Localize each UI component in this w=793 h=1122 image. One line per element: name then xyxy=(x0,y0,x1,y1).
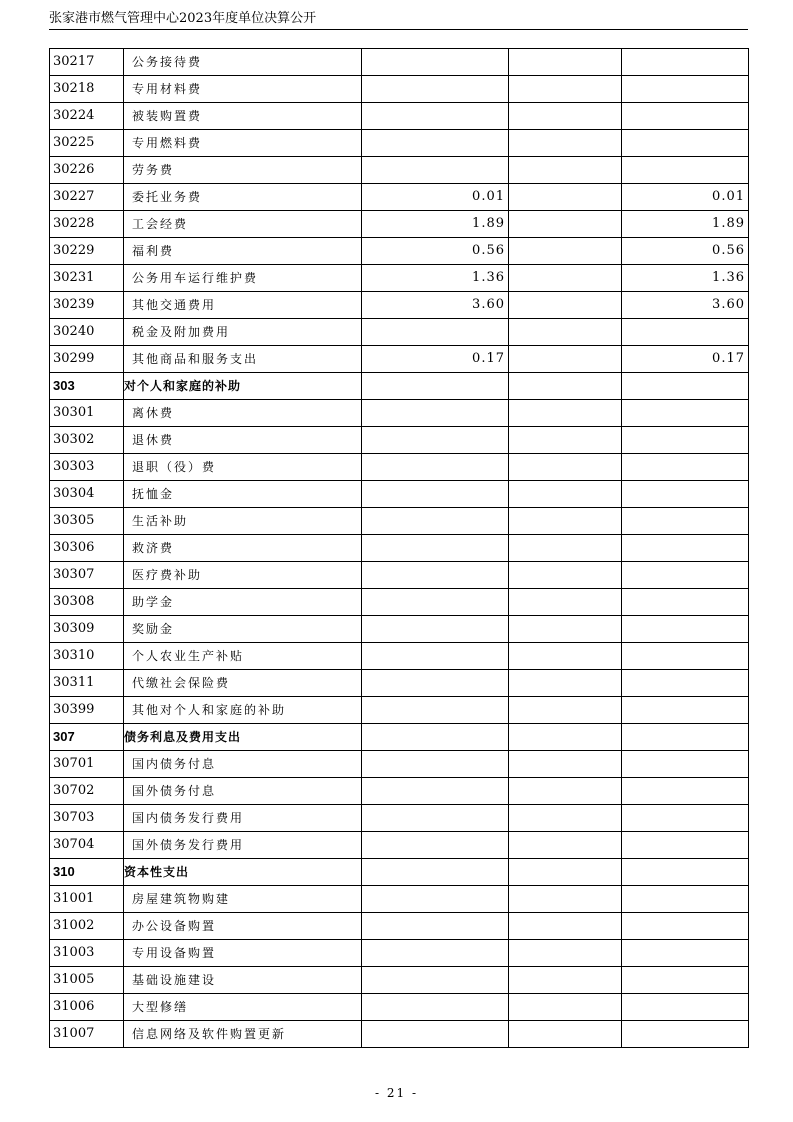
row-name: 国内债务发行费用 xyxy=(124,805,362,832)
row-name: 退职（役）费 xyxy=(124,454,362,481)
row-name: 公务用车运行维护费 xyxy=(124,265,362,292)
row-amount-3 xyxy=(622,400,749,427)
row-amount-1 xyxy=(362,157,509,184)
row-code: 30239 xyxy=(50,292,124,319)
row-code: 30240 xyxy=(50,319,124,346)
row-name: 办公设备购置 xyxy=(124,913,362,940)
row-name: 生活补助 xyxy=(124,508,362,535)
row-name: 劳务费 xyxy=(124,157,362,184)
row-amount-1 xyxy=(362,886,509,913)
table-row xyxy=(50,157,749,184)
table-row xyxy=(50,697,749,724)
row-name: 福利费 xyxy=(124,238,362,265)
row-name: 其他交通费用 xyxy=(124,292,362,319)
row-amount-3: 3.60 xyxy=(622,292,749,319)
row-name: 对个人和家庭的补助 xyxy=(124,373,362,400)
row-amount-2 xyxy=(509,508,622,535)
row-amount-2 xyxy=(509,832,622,859)
table-row xyxy=(50,211,749,238)
table-row xyxy=(50,670,749,697)
row-name: 退休费 xyxy=(124,427,362,454)
row-amount-1 xyxy=(362,400,509,427)
row-amount-3: 0.17 xyxy=(622,346,749,373)
table-row xyxy=(50,454,749,481)
row-code: 30225 xyxy=(50,130,124,157)
table-row xyxy=(50,913,749,940)
row-amount-2 xyxy=(509,157,622,184)
row-amount-2 xyxy=(509,859,622,886)
row-amount-3 xyxy=(622,481,749,508)
table-row xyxy=(50,184,749,211)
row-amount-3 xyxy=(622,373,749,400)
row-amount-3 xyxy=(622,508,749,535)
table-row xyxy=(50,481,749,508)
table-row xyxy=(50,832,749,859)
table-category-row xyxy=(50,724,749,751)
table-row xyxy=(50,805,749,832)
row-amount-2 xyxy=(509,886,622,913)
row-amount-3 xyxy=(622,643,749,670)
row-code: 307 xyxy=(50,724,124,751)
row-amount-3 xyxy=(622,940,749,967)
row-amount-1 xyxy=(362,508,509,535)
row-amount-2 xyxy=(509,967,622,994)
row-name: 税金及附加费用 xyxy=(124,319,362,346)
row-amount-2 xyxy=(509,940,622,967)
row-amount-2 xyxy=(509,535,622,562)
table-row xyxy=(50,751,749,778)
table-category-row xyxy=(50,373,749,400)
row-amount-3 xyxy=(622,319,749,346)
row-amount-2 xyxy=(509,562,622,589)
page-number: - 21 - xyxy=(374,1086,418,1100)
row-name: 抚恤金 xyxy=(124,481,362,508)
row-code: 31007 xyxy=(50,1021,124,1048)
row-amount-1: 0.01 xyxy=(362,184,509,211)
row-amount-1 xyxy=(362,967,509,994)
table-row xyxy=(50,49,749,76)
row-amount-2 xyxy=(509,292,622,319)
table-row xyxy=(50,508,749,535)
row-amount-3 xyxy=(622,535,749,562)
row-code: 30231 xyxy=(50,265,124,292)
row-name: 其他商品和服务支出 xyxy=(124,346,362,373)
table-row xyxy=(50,130,749,157)
table-row xyxy=(50,778,749,805)
row-name: 公务接待费 xyxy=(124,49,362,76)
row-amount-3 xyxy=(622,49,749,76)
table-row xyxy=(50,643,749,670)
row-amount-2 xyxy=(509,616,622,643)
row-amount-3: 1.89 xyxy=(622,211,749,238)
row-amount-2 xyxy=(509,76,622,103)
row-name: 房屋建筑物购建 xyxy=(124,886,362,913)
row-amount-1 xyxy=(362,535,509,562)
row-name: 基础设施建设 xyxy=(124,967,362,994)
row-code: 30218 xyxy=(50,76,124,103)
row-amount-1: 0.56 xyxy=(362,238,509,265)
row-amount-2 xyxy=(509,454,622,481)
row-code: 30226 xyxy=(50,157,124,184)
table-row xyxy=(50,616,749,643)
row-amount-1 xyxy=(362,751,509,778)
row-amount-1: 0.17 xyxy=(362,346,509,373)
row-name: 国外债务付息 xyxy=(124,778,362,805)
row-amount-3 xyxy=(622,859,749,886)
row-code: 30217 xyxy=(50,49,124,76)
row-amount-2 xyxy=(509,265,622,292)
row-code: 31005 xyxy=(50,967,124,994)
row-name: 专用材料费 xyxy=(124,76,362,103)
row-code: 303 xyxy=(50,373,124,400)
row-code: 30229 xyxy=(50,238,124,265)
row-name: 大型修缮 xyxy=(124,994,362,1021)
row-amount-2 xyxy=(509,211,622,238)
row-amount-2 xyxy=(509,346,622,373)
row-amount-3 xyxy=(622,670,749,697)
row-amount-2 xyxy=(509,1021,622,1048)
row-amount-1 xyxy=(362,778,509,805)
table-row xyxy=(50,940,749,967)
row-amount-3: 0.01 xyxy=(622,184,749,211)
row-code: 31006 xyxy=(50,994,124,1021)
row-amount-1 xyxy=(362,481,509,508)
row-name: 其他对个人和家庭的补助 xyxy=(124,697,362,724)
row-code: 30227 xyxy=(50,184,124,211)
row-name: 医疗费补助 xyxy=(124,562,362,589)
row-amount-3 xyxy=(622,994,749,1021)
row-code: 30305 xyxy=(50,508,124,535)
table-row xyxy=(50,292,749,319)
table-row xyxy=(50,1021,749,1048)
page-header: 张家港市燃气管理中心2023年度单位决算公开 xyxy=(49,8,748,30)
row-amount-3 xyxy=(622,454,749,481)
row-amount-1 xyxy=(362,373,509,400)
row-code: 30703 xyxy=(50,805,124,832)
row-code: 30224 xyxy=(50,103,124,130)
row-code: 30299 xyxy=(50,346,124,373)
row-code: 30308 xyxy=(50,589,124,616)
row-amount-3 xyxy=(622,589,749,616)
row-amount-1 xyxy=(362,454,509,481)
row-code: 30310 xyxy=(50,643,124,670)
row-amount-2 xyxy=(509,643,622,670)
row-amount-1 xyxy=(362,103,509,130)
row-amount-2 xyxy=(509,481,622,508)
row-amount-3 xyxy=(622,130,749,157)
row-name: 救济费 xyxy=(124,535,362,562)
table-row xyxy=(50,265,749,292)
row-name: 助学金 xyxy=(124,589,362,616)
row-amount-1 xyxy=(362,697,509,724)
table-row xyxy=(50,562,749,589)
row-amount-2 xyxy=(509,184,622,211)
row-amount-3 xyxy=(622,76,749,103)
row-name: 资本性支出 xyxy=(124,859,362,886)
row-amount-1 xyxy=(362,805,509,832)
row-amount-1 xyxy=(362,427,509,454)
row-code: 31001 xyxy=(50,886,124,913)
table-row xyxy=(50,427,749,454)
row-name: 专用设备购置 xyxy=(124,940,362,967)
row-code: 30304 xyxy=(50,481,124,508)
row-amount-2 xyxy=(509,49,622,76)
table-row xyxy=(50,76,749,103)
row-amount-1 xyxy=(362,859,509,886)
row-amount-3 xyxy=(622,103,749,130)
expenditure-table xyxy=(49,48,749,1048)
row-amount-1: 1.89 xyxy=(362,211,509,238)
table-row xyxy=(50,103,749,130)
row-amount-2 xyxy=(509,103,622,130)
row-amount-3: 1.36 xyxy=(622,265,749,292)
row-amount-2 xyxy=(509,427,622,454)
row-name: 个人农业生产补贴 xyxy=(124,643,362,670)
row-code: 30228 xyxy=(50,211,124,238)
table-row xyxy=(50,994,749,1021)
row-code: 310 xyxy=(50,859,124,886)
row-name: 委托业务费 xyxy=(124,184,362,211)
row-code: 30704 xyxy=(50,832,124,859)
row-amount-2 xyxy=(509,130,622,157)
row-amount-3 xyxy=(622,616,749,643)
row-name: 离休费 xyxy=(124,400,362,427)
row-code: 31003 xyxy=(50,940,124,967)
row-amount-1 xyxy=(362,724,509,751)
row-amount-3 xyxy=(622,886,749,913)
row-amount-2 xyxy=(509,913,622,940)
row-code: 30306 xyxy=(50,535,124,562)
row-name: 奖励金 xyxy=(124,616,362,643)
row-name: 被装购置费 xyxy=(124,103,362,130)
row-code: 30399 xyxy=(50,697,124,724)
row-amount-1 xyxy=(362,589,509,616)
row-amount-2 xyxy=(509,238,622,265)
row-amount-3 xyxy=(622,805,749,832)
row-amount-1 xyxy=(362,130,509,157)
row-amount-2 xyxy=(509,805,622,832)
row-code: 31002 xyxy=(50,913,124,940)
row-amount-1: 1.36 xyxy=(362,265,509,292)
row-name: 国内债务付息 xyxy=(124,751,362,778)
table-row xyxy=(50,400,749,427)
row-amount-2 xyxy=(509,589,622,616)
row-name: 信息网络及软件购置更新 xyxy=(124,1021,362,1048)
row-amount-2 xyxy=(509,751,622,778)
row-amount-1 xyxy=(362,562,509,589)
table-row xyxy=(50,535,749,562)
row-code: 30702 xyxy=(50,778,124,805)
table-category-row xyxy=(50,859,749,886)
row-amount-3 xyxy=(622,1021,749,1048)
row-amount-1 xyxy=(362,832,509,859)
row-amount-2 xyxy=(509,697,622,724)
table-row xyxy=(50,967,749,994)
row-amount-1 xyxy=(362,994,509,1021)
row-amount-2 xyxy=(509,778,622,805)
row-amount-3 xyxy=(622,751,749,778)
row-amount-2 xyxy=(509,319,622,346)
row-amount-1 xyxy=(362,643,509,670)
row-name: 债务利息及费用支出 xyxy=(124,724,362,751)
row-amount-3 xyxy=(622,427,749,454)
row-amount-1 xyxy=(362,913,509,940)
table-row xyxy=(50,238,749,265)
table-row xyxy=(50,589,749,616)
row-amount-3 xyxy=(622,913,749,940)
row-amount-1 xyxy=(362,670,509,697)
row-amount-3 xyxy=(622,724,749,751)
row-amount-2 xyxy=(509,400,622,427)
row-amount-2 xyxy=(509,373,622,400)
row-code: 30311 xyxy=(50,670,124,697)
row-name: 工会经费 xyxy=(124,211,362,238)
row-amount-2 xyxy=(509,994,622,1021)
row-amount-1 xyxy=(362,940,509,967)
row-amount-3: 0.56 xyxy=(622,238,749,265)
row-amount-1 xyxy=(362,49,509,76)
row-amount-1: 3.60 xyxy=(362,292,509,319)
table-row xyxy=(50,319,749,346)
table-row xyxy=(50,886,749,913)
row-amount-3 xyxy=(622,562,749,589)
row-code: 30307 xyxy=(50,562,124,589)
row-amount-3 xyxy=(622,157,749,184)
row-name: 代缴社会保险费 xyxy=(124,670,362,697)
row-amount-1 xyxy=(362,76,509,103)
row-code: 30302 xyxy=(50,427,124,454)
row-amount-3 xyxy=(622,697,749,724)
table-body xyxy=(50,49,749,1048)
row-name: 国外债务发行费用 xyxy=(124,832,362,859)
row-amount-2 xyxy=(509,724,622,751)
row-code: 30309 xyxy=(50,616,124,643)
row-amount-3 xyxy=(622,967,749,994)
row-amount-1 xyxy=(362,616,509,643)
row-code: 30303 xyxy=(50,454,124,481)
row-amount-1 xyxy=(362,319,509,346)
row-code: 30301 xyxy=(50,400,124,427)
row-amount-1 xyxy=(362,1021,509,1048)
row-amount-3 xyxy=(622,832,749,859)
row-name: 专用燃料费 xyxy=(124,130,362,157)
row-code: 30701 xyxy=(50,751,124,778)
row-amount-3 xyxy=(622,778,749,805)
row-amount-2 xyxy=(509,670,622,697)
table-row xyxy=(50,346,749,373)
